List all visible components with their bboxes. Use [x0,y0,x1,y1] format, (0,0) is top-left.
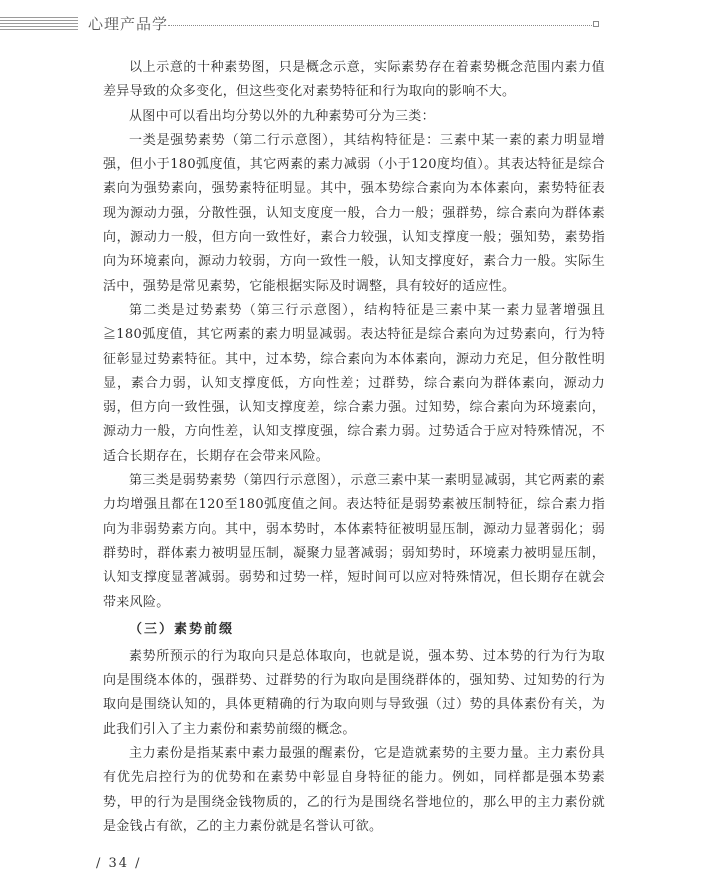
paragraph: 以上示意的十种素势图，只是概念示意，实际素势存在着素势概念范围内素力值差异导致的众多变化，但这些变化对素势特征和行为取向的影响不大。 [103,60,605,100]
page-body [103,56,605,839]
paragraph: 第二类是过势素势（第三行示意图），结构特征是三素中某一素力显著增强且≧180弧度值，其它两素的素力明显减弱。表达特征是综合素向为过势素向，行为特征彰显过势素特征。其中，过本势，综合素向为本体素向，源动力充足，但分散性明显，素合力弱，认知支撑度低，方向性差；过群势，综合素向为群体素向，源动力弱，但方向一致性强，认知支撑度差，综合素力强。过知势，综合素向为环境素向，源动力一般，方向性差，认知支撑度强，综合素力弱。过势适合于应对特殊情况，不适合长期存在，长期存在会带来风险。 [103,302,605,464]
header-dotted-rule [168,25,592,26]
paragraph: 素势所预示的行为取向只是总体取向，也就是说，强本势、过本势的行为行为取向是围绕本体的，强群势、过群势的行为取向是围绕群体的，强知势、过知势的行为取向是围绕认知的，具体更精确的行为取向则与导致强（过）势的具体素份有关，为此我们引入了主力素份和素势前缀的概念。 [103,648,605,737]
running-header-title: 心理产品学 [88,15,169,33]
paragraph: 从图中可以看出均分势以外的九种素势可分为三类： [129,108,435,124]
paragraph: 主力素份是指某素中素力最强的醒素份，它是造就素势的主要力量。主力素份具有优先启控行为的优势和在素势中彰显自身特征的能力。例如，同样都是强本势素势，甲的行为是围绕金钱物质的，乙的行为是围绕名誉地位的，那么甲的主力素份就是金钱占有欲，乙的主力素份就是名誉认可欲。 [103,746,605,834]
paragraph: 一类是强势素势（第二行示意图），其结构特征是：三素中某一素的素力明显增强，但小于180弧度值，其它两素的素力减弱（小于120度均值）。其表达特征是综合素向为强势素向，强势素特征明显。其中，强本势综合素向为本体素向，素势特征表现为源动力强，分散性强，认知支度度一般，合力一般；强群势，综合素向为群体素向，源动力一般，但方向一致性好，素合力较强，认知支撑度一般；强知势，素势指向为环境素向，源动力较弱，方向一致性一般，认知支撑度好，素合力一般。实际生活中，强势是常见素势，它能根据实际及时调整，具有较好的适应性。 [103,132,605,294]
header-decoration [0,17,78,31]
header-rule-end-mark [593,21,599,27]
section-heading: （三）素势前缀 [129,621,235,637]
paragraph: 第三类是弱势素势（第四行示意图），示意三素中某一素明显减弱，其它两素的素力均增强且都在120至180弧度值之间。表达特征是弱势素被压制特征，综合素力指向为非弱势素方向。其中，弱本势时，本体素特征被明显压制，源动力显著弱化；弱群势时，群体素力被明显压制，凝聚力显著减弱；弱知势时，环境素力被明显压制，认知支撑度显著减弱。弱势和过势一样，短时间可以应对特殊情况，但长期存在就会带来风险。 [103,473,605,610]
page-number: / 34 / [96,856,142,871]
